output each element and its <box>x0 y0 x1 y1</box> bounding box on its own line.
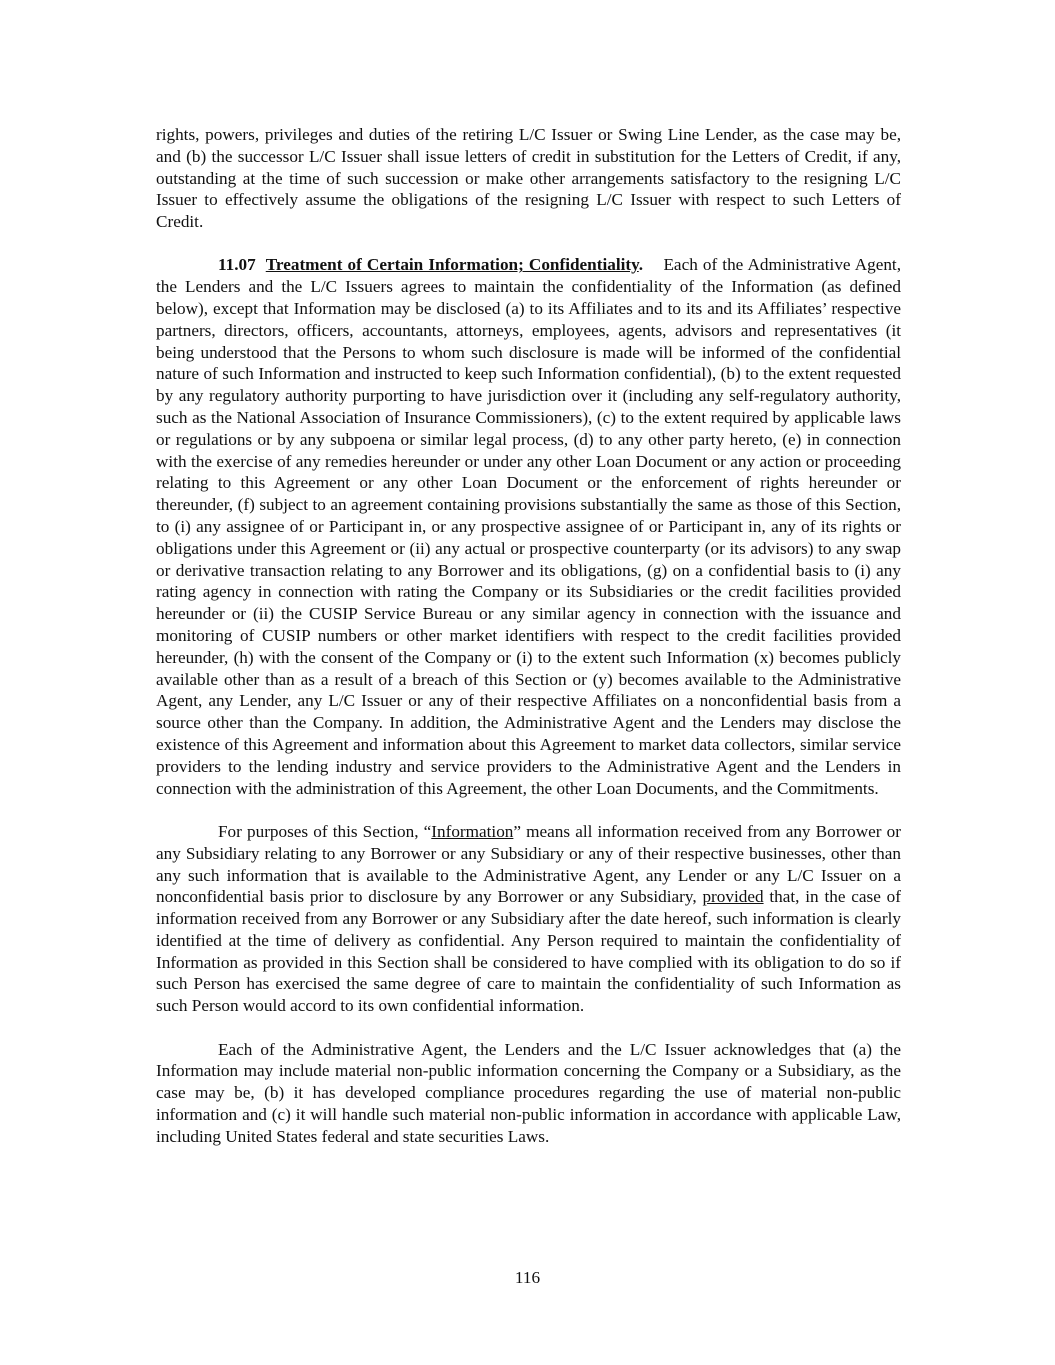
section-body: Each of the Administrative Agent, the Lenders and the L/C Issuers agrees to maintain the confidentiality of the Information (as defined below), except that Information may be disclosed (a) to its Affiliates and to its and its Affiliates’ respective partners, directors, officers, accountants, attorneys, employees, agents, advisors and representatives (it being understood that the Persons to whom such disclosure is made will be informed of the confidential nature of such Information and instructed to keep such Information confidential), (b) to the extent requested by any regulatory authority purporting to have jurisdiction over it (including any self-regulatory authority, such as the National Association of Insurance Commissioners), (c) to the extent required by applicable laws or regulations or by any subpoena or similar legal process, (d) to any other party hereto, (e) in connection with the exercise of any remedies hereunder or under any other Loan Document or any action or proceeding relating to this Agreement or any other Loan Document or the enforcement of rights hereunder or thereunder, (f) subject to an agreement containing provisions substantially the same as those of this Section, to (i) any assignee of or Participant in, or any prospective assignee of or Participant in, any of its rights or obligations under this Agreement or (ii) any actual or prospective counterparty (or its advisors) to any swap or derivative transaction relating to any Borrower and its obligations, (g) on a confidential basis to (i) any rating agency in connection with rating the Company or its Subsidiaries or the credit facilities provided hereunder or (ii) the CUSIP Service Bureau or any similar agency in connection with the issuance and monitoring of CUSIP numbers or other market identifiers with respect to the credit facilities provided hereunder, (h) with the consent of the Company or (i) to the extent such Information (x) becomes publicly available other than as a result of a breach of this Section or (y) becomes available to the Administrative Agent, any Lender, any L/C Issuer or any of their respective Affiliates on a nonconfidential basis from a source other than the Company. In addition, the Administrative Agent and the Lenders may disclose the existence of this Agreement and information about this Agreement to market data collectors, similar service providers to the lending industry and service providers to the Administrative Agent and the Lenders in connection with the administration of this Agreement, the other Loan Documents, and the Commitments. <box>156 255 901 798</box>
section-title: Treatment of Certain Information; Confidentiality <box>265 255 639 275</box>
information-definition-paragraph <box>156 821 901 1017</box>
document-page <box>156 124 901 1169</box>
section-number: 11.07 <box>218 255 256 275</box>
definition-rest: that, in the case of information received from any Borrower or any Subsidiary after the date hereof, such information is clearly identified at the time of delivery as confidential. Any Person required to maintain the confidentiality of Information as provided in this Section shall be considered to have complied with its obligation to do so if such Person has exercised the same degree of care to maintain the confidentiality of such Information as such Person would accord to its own confidential information. <box>156 887 901 1016</box>
paragraph-continuation: rights, powers, privileges and duties of the retiring L/C Issuer or Swing Line Lender, as the case may be, and (b) the successor L/C Issuer shall issue letters of credit in substitution for the Letters of Credit, if any, outstanding at the time of such succession or make other arrangements satisfactory to the resigning L/C Issuer to effectively assume the obligations of the resigning L/C Issuer with respect to such Letters of Credit. <box>156 125 901 232</box>
definition-text: ” means all information received from any Borrower or any Subsidiary relating to any Borrower or any Subsidiary or any of their respective businesses, other than any such information that is available to the Administrative Agent, any Lender or any L/C Issuer on a nonconfidential basis prior to disclosure by any Borrower or any Subsidiary, <box>156 821 901 907</box>
acknowledgement-paragraph: Each of the Administrative Agent, the Lenders and the L/C Issuer acknowledges that (a) the Information may include material non-public information concerning the Company or a Subsidiary, as the case may be, (b) it has developed compliance procedures regarding the use of material non-public information and (c) it will handle such material non-public information in accordance with applicable Law, including United States federal and state securities Laws. <box>156 1039 901 1146</box>
defined-term-information: Information <box>431 821 514 841</box>
provided-term: provided <box>702 887 764 907</box>
page-number: 116 <box>514 1268 541 1287</box>
definition-lead: For purposes of this Section, “ <box>218 821 432 841</box>
section-title-period: . <box>638 255 644 275</box>
section-11-07-paragraph <box>156 254 901 799</box>
